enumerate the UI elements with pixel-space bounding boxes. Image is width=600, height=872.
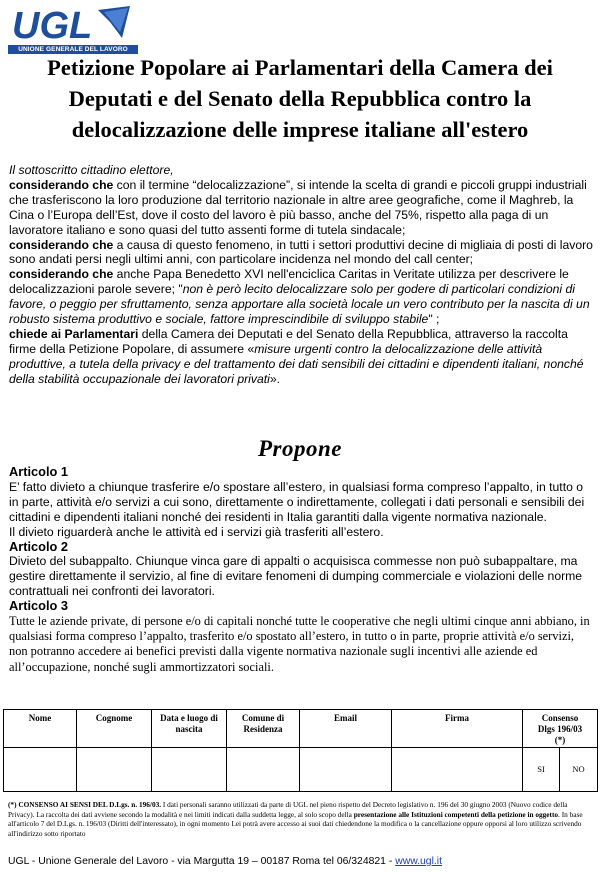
footer-address: UGL - Unione Generale del Lavoro - via Margutta 19 – 00187 Roma tel 06/324821 - xyxy=(8,856,396,867)
paragraph-text: della Camera dei Deputati e del Senato della Repubblica, attraverso la raccolta firme della Petizione Popolare, di assumere « xyxy=(9,326,568,356)
paragraph-lead: considerando che xyxy=(9,237,114,252)
paragraph-text: anche Papa Benedetto XVI nell'enciclica Caritas in Veritate utilizza per descrivere le delocalizzazioni parole severe; " xyxy=(9,267,569,297)
col-firma: Firma xyxy=(392,710,523,748)
col-cognome: Cognome xyxy=(77,710,152,748)
svg-text:UGL: UGL xyxy=(12,5,93,44)
consenso-footnote-mark: (*) xyxy=(554,735,566,745)
website-link[interactable]: www.ugl.it xyxy=(395,856,442,867)
paragraph-end: " ; xyxy=(428,312,440,327)
page-title: Petizione Popolare ai Parlamentari della Camera dei Deputati e del Senato della Repubblica contro la delocalizzazione delle imprese italiane all'estero xyxy=(47,55,553,142)
intro-opening: Il sottoscritto cittadino elettore, xyxy=(9,163,174,177)
intro-paragraph-2 xyxy=(9,238,593,268)
consenso-no-option[interactable]: NO xyxy=(560,748,598,792)
article-3-heading: Articolo 3 xyxy=(9,598,69,614)
ugl-logo-mark xyxy=(6,2,138,44)
paragraph-lead: considerando che xyxy=(9,177,114,192)
consenso-si-option[interactable]: SI xyxy=(523,748,560,792)
papal-quote: non è però lecito delocalizzare solo per godere di particolari condizioni di favore, o peggio per sfruttamento, senza apportare alla società locale un vero contributo per la nascita di un robusto sistema produttivo e sociale, fattore imprescindibile di sviluppo stabile xyxy=(9,282,590,327)
nome-field[interactable] xyxy=(4,748,77,792)
footnote-text: I dati personali saranno utilizzati da parte di UGL nel pieno rispetto del Decreto legislativo n. 196 del 30 giugno 2003 (Nuovo codice della Privacy). La raccolta dei dati avviene secondo la modalità e nei limiti indicati dalla suddetta legge, al solo scopo della xyxy=(8,800,568,819)
intro-paragraph-3 xyxy=(9,267,593,327)
privacy-footnote xyxy=(8,800,594,838)
cognome-field[interactable] xyxy=(77,748,152,792)
page-footer xyxy=(8,855,594,868)
nascita-field[interactable] xyxy=(152,748,227,792)
table-header-row xyxy=(4,710,598,748)
article-1-text: E’ fatto divieto a chiunque trasferire e/o spostare all’estero, in qualsiasi forma compreso l’appalto, in tutto o in parte, attività e/o servizi a cui sono, direttamente o indirettamente, collegati i dati personali e sensibili dei cittadini e dipendenti italiani nonché dei residenti in Italia garantiti dalla vigente normativa nazionale. xyxy=(9,479,585,524)
signature-row xyxy=(4,748,598,792)
residenza-field[interactable] xyxy=(227,748,300,792)
article-2-heading: Articolo 2 xyxy=(9,538,69,554)
article-1-text-2: Il divieto riguarderà anche le attività ed i servizi già trasferiti all’estero. xyxy=(9,524,384,539)
col-data-luogo-nascita: Data e luogo di nascita xyxy=(152,710,227,748)
request-quote: misure urgenti contro la delocalizzazione delle attività produttive, a tutela della privacy e del trattamento dei dati sensibili dei cittadini e dipendenti italiani, nonché della stabilità occupazionale dei lavoratori privati xyxy=(9,341,584,386)
col-comune-residenza: Comune di Residenza xyxy=(227,710,300,748)
paragraph-text: a causa di questo fenomeno, in tutti i settori produttivi decine di migliaia di posti di lavoro sono andati persi negli ultimi anni, con particolare incidenza nel mondo del call center; xyxy=(9,237,593,267)
col-email: Email xyxy=(300,710,392,748)
signature-table xyxy=(3,709,598,792)
footnote-text-2: . In base all'articolo 7 del D.Lgs. n. 196/03 (Diritti dell'interessato), in ogni momento Lei potrà avere accesso ai suoi dati chiedendone la modifica o la cancellazione oppure opporsi al loro utilizzo scrivendo all'indirizzo sotto riportato xyxy=(8,809,583,838)
firma-field[interactable] xyxy=(392,748,523,792)
intro-paragraph-4 xyxy=(9,327,593,387)
propone-heading: Propone xyxy=(258,436,342,461)
paragraph-lead: chiede ai Parlamentari xyxy=(9,326,139,341)
paragraph-end: ». xyxy=(269,371,280,386)
article-2-text: Divieto del subappalto. Chiunque vinca gare di appalti o acquisisca commesse non può subappaltare, ma gestire direttamente il servizio, al fine di evitare fenomeni di dumping commerciale e violazioni delle norme contrattuali nei confronti dei lavoratori. xyxy=(9,554,583,599)
col-nome: Nome xyxy=(4,710,77,748)
ugl-logo xyxy=(6,2,138,56)
article-1-heading: Articolo 1 xyxy=(9,464,69,479)
footnote-lead: (*) CONSENSO AI SENSI DEL D.Lgs. n. 196/03. xyxy=(8,800,162,809)
logo-tagline: UNIONE GENERALE DEL LAVORO xyxy=(8,45,138,54)
consenso-law: Dlgs 196/03 xyxy=(537,724,583,734)
article-3-text: Tutte le aziende private, di persone e/o di capitali nonché tutte le cooperative che negli ultimi cinque anni abbiano, in qualsiasi forma compreso l’appalto, trasferito e/o spostato all’estero, in tutto o in parte, proprie attività e/o servizi, non potranno accedere ai benefici previsti dalla vigente normativa nazionale sugli incentivi alle aziende ed all’occupazione, nonché sugli ammortizzatori sociali. xyxy=(9,614,590,674)
footnote-bold: presentazione alle Istituzioni competenti della petizione in oggetto xyxy=(353,809,559,819)
consenso-label: Consenso xyxy=(541,713,579,723)
email-field[interactable] xyxy=(300,748,392,792)
intro-section xyxy=(9,163,593,387)
articles-section xyxy=(9,465,593,675)
paragraph-lead: considerando che xyxy=(9,267,114,282)
intro-paragraph-1 xyxy=(9,178,593,238)
col-consenso xyxy=(523,710,598,748)
paragraph-text: con il termine “delocalizzazione”, si intende la scelta di grandi e piccoli gruppi industriali che trasferiscono la loro produzione dal territorio nazionale in altre aree geografiche, come il Maghreb, la Cina o l’Europa dell’Est, dove il costo del lavoro è più basso, anche del 75%, rispetto alla paga di un lavoratore italiano e sono quasi del tutto assenti forme di tutela sindacale; xyxy=(9,177,587,237)
